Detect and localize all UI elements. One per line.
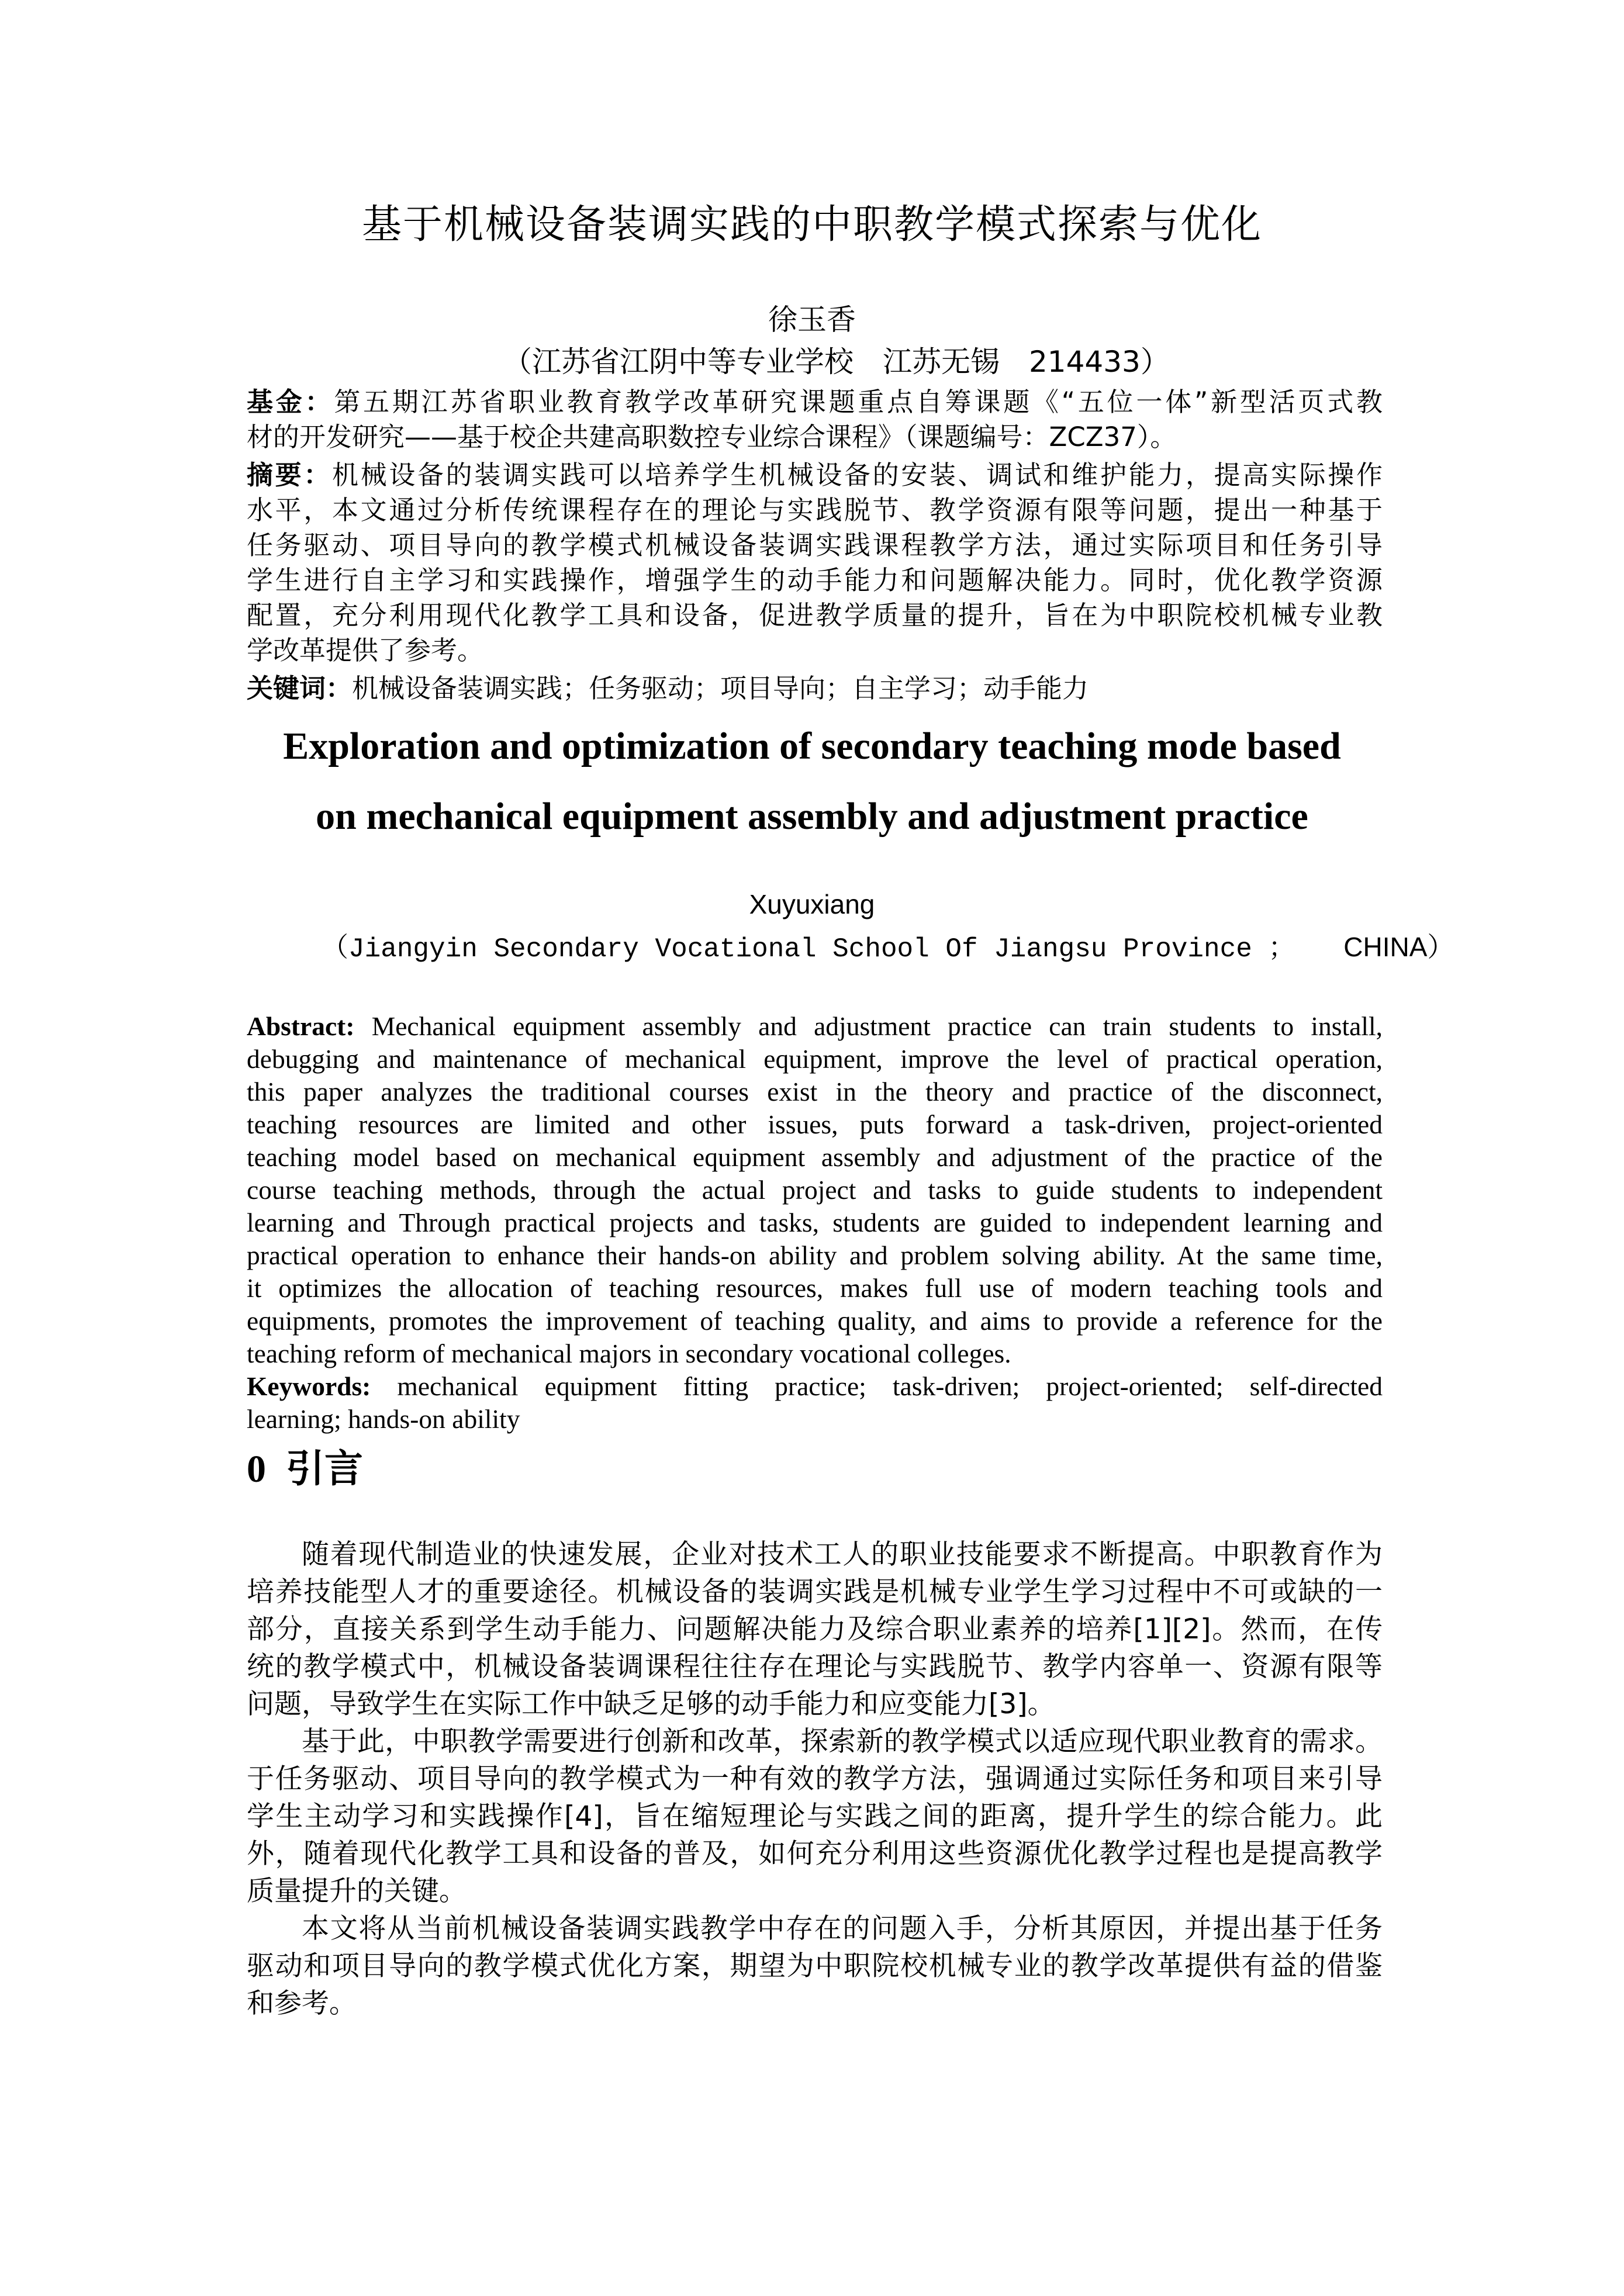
author-english: Xuyuxiang xyxy=(749,889,875,919)
title-chinese: 基于机械设备装调实践的中职教学模式探索与优化 xyxy=(361,202,1262,248)
abstract-en-line: practical operation to enhance their hands-on ability and problem solving ability. At the same time, xyxy=(247,1240,1383,1270)
body-line: 学生主动学习和实践操作[4]，旨在缩短理论与实践之间的距离，提升学生的综合能力。此 xyxy=(247,1800,1383,1832)
body-line: 外，随着现代化教学工具和设备的普及，如何充分利用这些资源优化教学过程也是提高教学 xyxy=(247,1838,1383,1870)
keywords-en-line: Keywords: mechanical equipment fitting practice; task-driven; project-oriented; self-directed xyxy=(247,1371,1383,1401)
keywords-en-line: learning; hands-on ability xyxy=(247,1404,520,1434)
abstract-en-line: teaching resources are limited and other issues, puts forward a task-driven, project-oriented xyxy=(247,1109,1383,1139)
body-line: 培养技能型人才的重要途径。机械设备的装调实践是机械专业学生学习过程中不可或缺的一 xyxy=(247,1576,1383,1608)
abstract-cn-line: 学生进行自主学习和实践操作，增强学生的动手能力和问题解决能力。同时，优化教学资源 xyxy=(247,565,1383,596)
abstract-cn-line: 水平，本文通过分析传统课程存在的理论与实践脱节、教学资源有限等问题，提出一种基于 xyxy=(247,495,1383,525)
body-line: 问题，导致学生在实际工作中缺乏足够的动手能力和应变能力[3]。 xyxy=(247,1688,1055,1720)
abstract-en-line: teaching reform of mechanical majors in secondary vocational colleges. xyxy=(247,1339,1011,1368)
body-line: 和参考。 xyxy=(247,1987,357,2020)
body-line: 于任务驱动、项目导向的教学模式为一种有效的教学方法，强调通过实际任务和项目来引导 xyxy=(247,1763,1383,1795)
abstract-en-label: Abstract: xyxy=(247,1011,355,1041)
abstract-cn-line: 摘要：机械设备的装调实践可以培养学生机械设备的安装、调试和维护能力，提高实际操作 xyxy=(247,459,1383,490)
section-title: 引言 xyxy=(286,1446,363,1491)
abstract-en-line: learning and Through practical projects and tasks, students are guided to independent learning and xyxy=(247,1208,1383,1237)
author-chinese: 徐玉香 xyxy=(768,303,856,337)
body-line: 基于此，中职教学需要进行创新和改革，探索新的教学模式以适应现代职业教育的需求。 xyxy=(302,1726,1383,1758)
keywords-en-label: Keywords: xyxy=(247,1371,371,1401)
title-english-line: on mechanical equipment assembly and adjustment practice xyxy=(316,795,1308,838)
abstract-en-line: this paper analyzes the traditional courses exist in the theory and practice of the disconnect, xyxy=(247,1077,1383,1106)
fund-label: 基金： xyxy=(247,386,334,417)
body-line: 本文将从当前机械设备装调实践教学中存在的问题入手，分析其原因，并提出基于任务 xyxy=(302,1913,1383,1945)
section-heading xyxy=(247,1446,363,1493)
body-line: 统的教学模式中，机械设备装调课程往往存在理论与实践脱节、教学内容单一、资源有限等 xyxy=(247,1651,1383,1683)
abstract-en-line: debugging and maintenance of mechanical equipment, improve the level of practical operation, xyxy=(247,1044,1383,1074)
abstract-en-line: equipments, promotes the improvement of teaching quality, and aims to provide a reference for the xyxy=(247,1306,1383,1336)
affiliation-english: （Jiangyin Secondary Vocational School Of Jiangsu Province ； CHINA） xyxy=(322,932,1454,964)
abstract-en-line: it optimizes the allocation of teaching resources, makes full use of modern teaching tools and xyxy=(247,1273,1383,1303)
abstract-cn-label: 摘要： xyxy=(247,459,332,490)
abstract-en-line: course teaching methods, through the actual project and tasks to guide students to independent xyxy=(247,1175,1383,1205)
abstract-cn-line: 配置，充分利用现代化教学工具和设备，促进教学质量的提升，旨在为中职院校机械专业教 xyxy=(247,600,1383,631)
body-line: 部分，直接关系到学生动手能力、问题解决能力及综合职业素养的培养[1][2]。然而，在传 xyxy=(247,1613,1383,1645)
body-line: 随着现代制造业的快速发展，企业对技术工人的职业技能要求不断提高。中职教育作为 xyxy=(302,1538,1383,1571)
section-number: 0 xyxy=(247,1448,266,1491)
keywords-cn: 关键词：机械设备装调实践；任务驱动；项目导向；自主学习；动手能力 xyxy=(247,673,1089,704)
abstract-en-line: teaching model based on mechanical equipment assembly and adjustment of the practice of the xyxy=(247,1142,1383,1172)
fund-line: 材的开发研究——基于校企共建高职数控专业综合课程》（课题编号：ZCZ37）。 xyxy=(247,421,1177,452)
abstract-en-line: Abstract: Mechanical equipment assembly and adjustment practice can train students to install, xyxy=(247,1011,1383,1041)
title-english-line: Exploration and optimization of secondary teaching mode based xyxy=(283,725,1341,767)
keywords-cn-label: 关键词： xyxy=(247,673,353,704)
affiliation-chinese: （江苏省江阴中等专业学校 江苏无锡 214433） xyxy=(503,345,1170,379)
body-line: 质量提升的关键。 xyxy=(247,1875,467,1907)
body-line: 驱动和项目导向的教学模式优化方案，期望为中职院校机械专业的教学改革提供有益的借鉴 xyxy=(247,1950,1383,1982)
abstract-cn-line: 学改革提供了参考。 xyxy=(247,635,484,666)
fund-line: 基金：第五期江苏省职业教育教学改革研究课题重点自筹课题《“五位一体”新型活页式教 xyxy=(247,386,1383,417)
abstract-cn-line: 任务驱动、项目导向的教学模式机械设备装调实践课程教学方法，通过实际项目和任务引导 xyxy=(247,530,1383,561)
